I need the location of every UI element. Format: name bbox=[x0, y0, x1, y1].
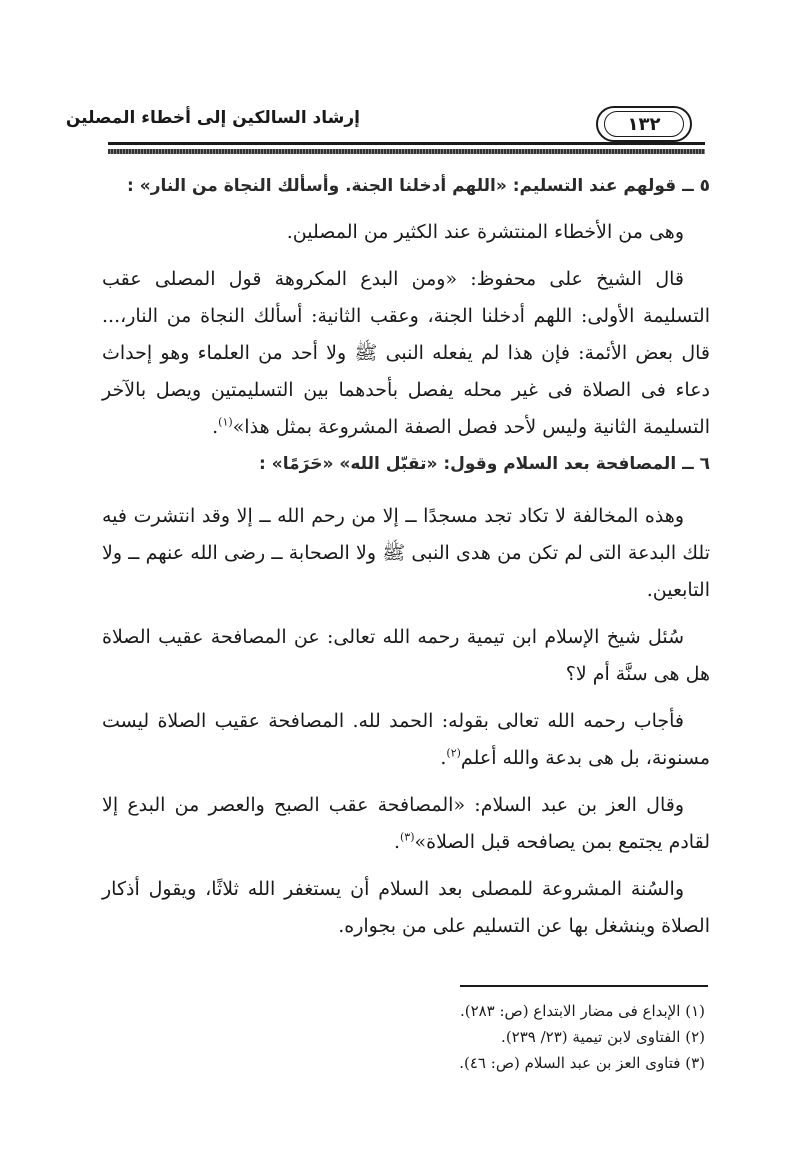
paragraph-6-text: وقال العز بن عبد السلام: «المصافحة عقب الصبح والعصر من البدع إلا لقادم يجتمع بمن يصافحه قبل الصلاة» bbox=[102, 794, 710, 853]
header-title-text: إرشاد السالكين إلى أخطاء المصلين bbox=[65, 108, 360, 128]
footnote-ref-3: (٣) bbox=[400, 830, 415, 844]
footnote-ref-2: (٢) bbox=[446, 746, 461, 760]
paragraph-6: وقال العز بن عبد السلام: «المصافحة عقب الصبح والعصر من البدع إلا لقادم يجتمع بمن يصافحه قبل الصلاة»$^{(٣)}$. bbox=[102, 794, 710, 853]
page-number: ١٣٢ bbox=[604, 111, 684, 137]
footnote-2: (٢) الفتاوى لابن تيمية (٢٣/ ٢٣٩). bbox=[501, 1028, 705, 1046]
paragraph-5-text: فأجاب رحمه الله تعالى بقوله: الحمد لله. المصافحة عقيب الصلاة ليست مسنونة، بل هى بدعة والله أعلم bbox=[102, 710, 710, 769]
page-body bbox=[102, 168, 710, 945]
paragraph-7: والسُنة المشروعة للمصلى بعد السلام أن يستغفر الله ثلاثًا، ويقول أذكار الصلاة وينشغل بها عن التسليم على من بجواره. bbox=[102, 878, 710, 937]
header-rule-thin bbox=[108, 149, 705, 154]
footnote-ref-1: (١) bbox=[218, 415, 233, 429]
paragraph-3: وهذه المخالفة لا تكاد تجد مسجدًا ــ إلا من رحم الله ــ إلا وقد انتشرت فيه تلك البدعة التى لم تكن من هدى النبى ﷺ ولا الصحابة ــ رضى الله عنهم ــ ولا التابعين. bbox=[102, 505, 710, 601]
header-rule-thick bbox=[108, 142, 705, 145]
page-number-frame bbox=[596, 106, 692, 142]
paragraph-5: فأجاب رحمه الله تعالى بقوله: الحمد لله. المصافحة عقيب الصلاة ليست مسنونة، بل هى بدعة والله أعلم$^{(٢)}$. bbox=[102, 710, 710, 769]
paragraph-1: وهى من الأخطاء المنتشرة عند الكثير من المصلين. bbox=[286, 221, 684, 243]
footnotes bbox=[300, 998, 705, 1076]
paragraph-2-text: قال الشيخ على محفوظ: «ومن البدع المكروهة قول المصلى عقب التسليمة الأولى: اللهم أدخلنا الجنة، وعقب الثانية: أسألك النجاة من النار،... قال بعض الأئمة: فإن هذا لم يفعله النبى ﷺ ولا أحد من العلماء وهو إحداث دعاء فى الصلاة فى غير محله يفصل بأحدهما بين التسليمتين ويصل بالآخر التسليمة الثانية وليس لأحد فصل الصفة المشروعة بمثل هذا» bbox=[102, 268, 710, 438]
footnote-1: (١) الإبداع فى مضار الابتداع (ص: ٢٨٣). bbox=[459, 1002, 705, 1020]
item-5-heading: ٥ ــ قولهم عند التسليم: «اللهم أدخلنا الجنة. وأسألك النجاة من النار» : bbox=[127, 176, 710, 196]
running-header-title bbox=[65, 108, 360, 128]
item-6-heading: ٦ ــ المصافحة بعد السلام وقول: «تقبّل الله» «حَرَمًا» : bbox=[259, 454, 710, 474]
footnote-3: (٣) فتاوى العز بن عبد السلام (ص: ٤٦). bbox=[459, 1054, 705, 1072]
paragraph-2: قال الشيخ على محفوظ: «ومن البدع المكروهة قول المصلى عقب التسليمة الأولى: اللهم أدخلنا الجنة، وعقب الثانية: أسألك النجاة من النار،... قال بعض الأئمة: فإن هذا لم يفعله النبى ﷺ ولا أحد من العلماء وهو إحداث دعاء فى الصلاة فى غير محله يفصل بأحدهما بين التسليمتين ويصل بالآخر التسليمة الثانية وليس لأحد فصل الصفة المشروعة بمثل هذا»$^{(١)}$. bbox=[102, 268, 710, 438]
footnote-separator bbox=[460, 985, 708, 987]
paragraph-4: سُئل شيخ الإسلام ابن تيمية رحمه الله تعالى: عن المصافحة عقيب الصلاة هل هى سنَّة أم لا؟ bbox=[102, 626, 710, 685]
